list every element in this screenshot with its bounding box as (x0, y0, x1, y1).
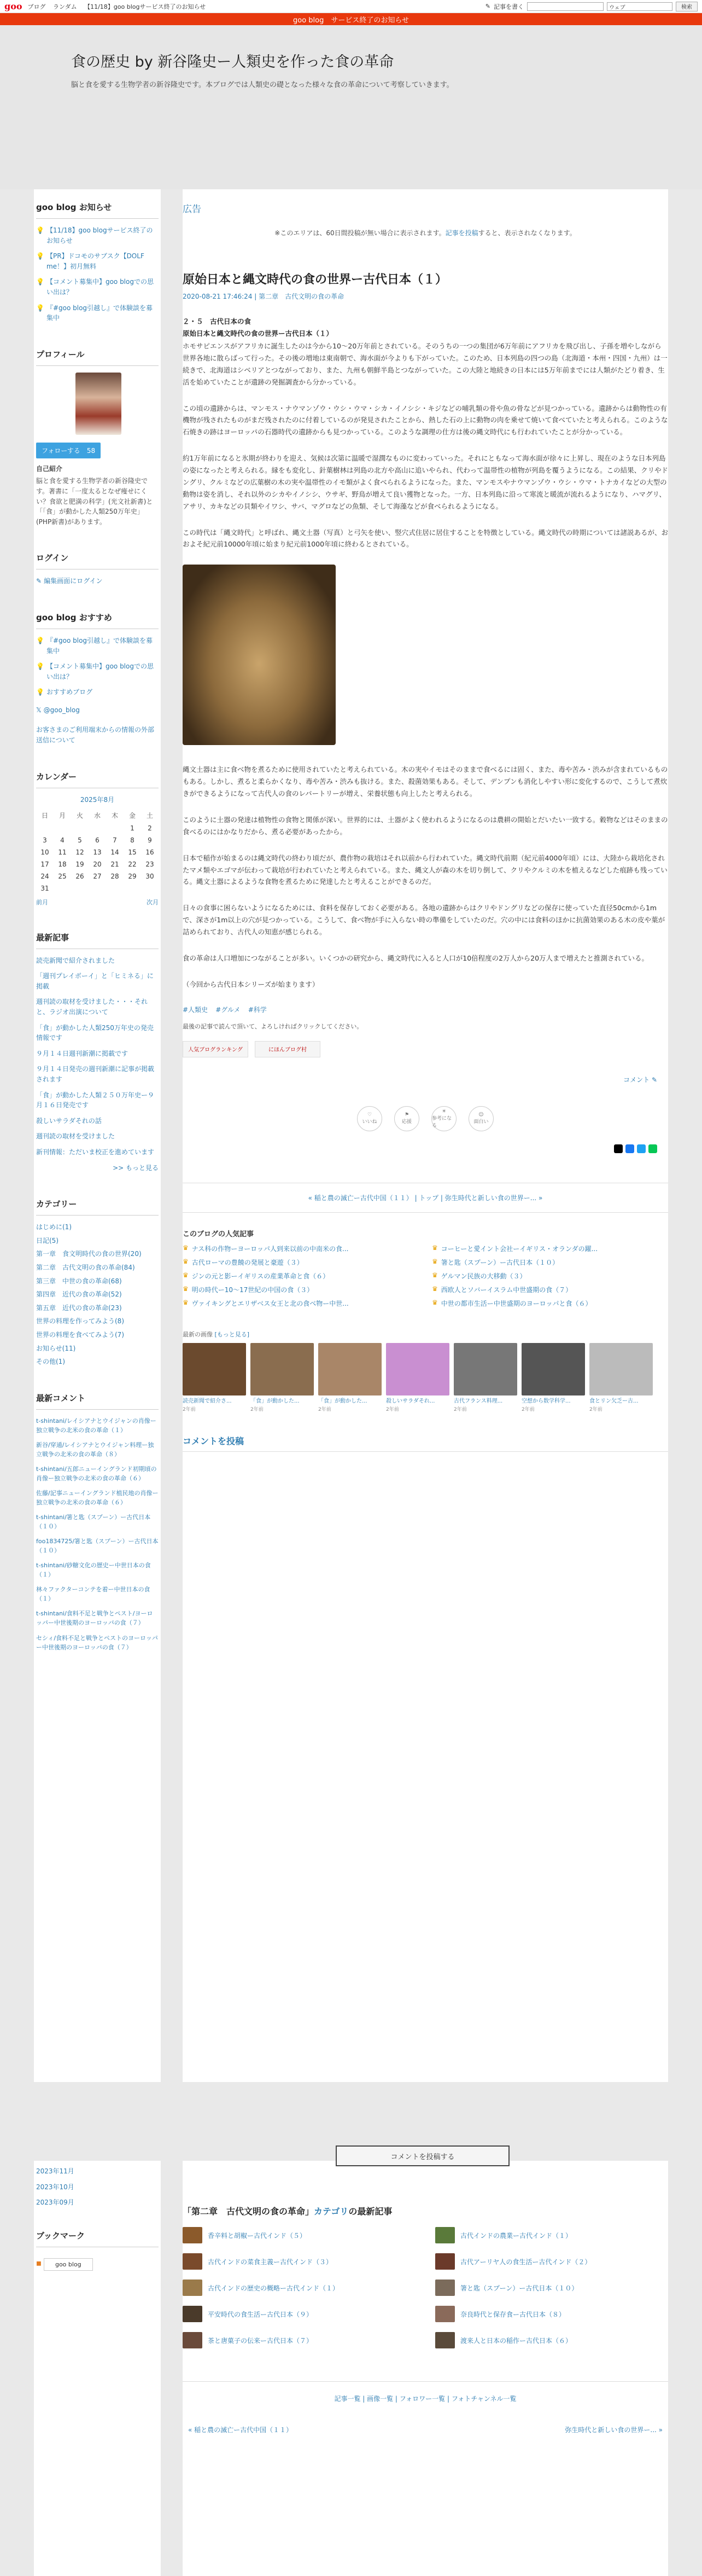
x-share-icon[interactable] (614, 1144, 623, 1153)
goo-blog-account[interactable]: 𝕏 @goo_blog (36, 705, 159, 716)
thumbnail-image[interactable] (318, 1343, 382, 1395)
calendar-next[interactable]: 次月 (147, 898, 159, 906)
thumbnail-item[interactable] (589, 1343, 653, 1412)
calendar-day[interactable]: 3 (43, 836, 47, 844)
profile-text: 脳と食を愛する生物学者の新谷隆史です。著書に「一度太るとなぜ痩せにくい？食欲と肥満の科学」(光文社新書)と「「食」が動かした人類250万年史」(PHP新書)があります。 (36, 477, 153, 526)
bulb-icon: 💡 (36, 304, 44, 312)
rss-icon: ◼ (36, 2259, 42, 2267)
popular-item-label[interactable]: 古代ローマの豊饒の発展と豪遊（３） (191, 1258, 303, 1266)
notice-item[interactable]: 💡 【11/18】goo blogサービス終了のお知らせ (36, 225, 159, 246)
heart-icon: ♡ (367, 1112, 372, 1118)
thumbnail-caption[interactable]: 古代フランス料理... (454, 1398, 503, 1404)
category-item[interactable]: その他(1) (36, 1358, 65, 1366)
category-latest-label[interactable]: 古代インドの菜食主義ー古代インド（３） (208, 2258, 333, 2266)
paragraph: （今回から古代日本シリーズが始まります） (183, 980, 319, 988)
popular-title: このブログの人気記事 (183, 1230, 254, 1238)
flag-icon: ⚑ (404, 1112, 410, 1118)
comment-item[interactable]: 新谷/穿通/レイシアナとウイジャン料理ー独立戦争の北米の食の革命（８） (36, 1441, 154, 1458)
recent-post-item[interactable]: 読売新聞で紹介されました (36, 956, 115, 964)
thumbnail-item[interactable] (522, 1343, 585, 1412)
login-title: ログイン (36, 552, 159, 569)
calendar-weekday: 木 (111, 811, 118, 819)
tag[interactable]: #グルメ (215, 1005, 241, 1014)
popular-item[interactable] (432, 1299, 668, 1308)
facebook-share-icon[interactable] (625, 1144, 634, 1153)
share-buttons (183, 1144, 657, 1153)
thumbnail-item[interactable] (183, 1343, 246, 1412)
calendar-weekday: 火 (76, 811, 83, 819)
recent-post-item[interactable]: 殺しいサラダそれの話 (36, 1117, 102, 1125)
calendar-box (36, 771, 159, 906)
calendar-day[interactable]: 15 (128, 848, 137, 856)
comment-item[interactable]: foo1834725/箸と匙（スプーン）ー古代日本（１０） (36, 1538, 159, 1555)
notices-title: goo blog お知らせ (36, 201, 159, 219)
thumbnail-date: 2年前 (386, 1406, 399, 1412)
react-cheer-button[interactable]: ⚑ 応援 (394, 1106, 419, 1131)
crown-icon: ♛ (183, 1257, 189, 1265)
calendar-day (54, 822, 71, 834)
calendar-day (106, 822, 124, 834)
category-item[interactable]: 日記(5) (36, 1236, 58, 1245)
inquiry-link[interactable]: お客さまのご利用端末からの情報の外部送信について (36, 726, 155, 745)
sidebar (34, 189, 161, 2082)
comments-title: 最新コメント (36, 1392, 159, 1410)
bulb-icon: 💡 (36, 252, 44, 260)
thumbnail-image[interactable] (454, 1343, 517, 1395)
category-latest-item[interactable] (183, 2332, 416, 2348)
category-item[interactable]: 世界の料理を食べてみよう(7) (36, 1330, 124, 1339)
avatar[interactable] (75, 373, 121, 435)
paragraph: ホモサピエンスがアフリカに誕生したのは今から10〜20万年前とされている。そのうちの一つの集団が6万年前にアフリカを飛び出し、子孫を増やしながら世界各地に散らばって行った。その後の増地は東南朝で、海水面が今よりも下がっていた。このため、日本列島の四つの島（北海道・本州・四国・九州）は一続きで、北海道はシベリアとつながっており、また、九州も朝鮮半島とつながっていた。この大陸と地続きの日本には5万年前までには人類がたどり着き、生活を始めていたことが遺跡の発掘調査から分かっている。 (183, 342, 668, 386)
write-post-link[interactable]: 記事を書く (494, 3, 524, 10)
thumbnail-image[interactable] (183, 1343, 246, 1395)
search-button[interactable]: 検索 (676, 2, 698, 11)
footer-pager (183, 2425, 668, 2434)
bulb-icon: 💡 (36, 278, 44, 286)
calendar-day (71, 822, 89, 834)
category-latest-label[interactable]: 古代インドの歴史の概略ー古代インド（１） (208, 2284, 340, 2292)
bookmark-item[interactable]: ◼ goo blog (36, 2258, 159, 2271)
search-input[interactable] (527, 2, 604, 11)
category-latest-thumb[interactable] (435, 2332, 455, 2348)
follow-button[interactable]: フォローする 58 (36, 443, 101, 458)
main-bottom (183, 2153, 668, 2576)
goo-logo[interactable]: goo (4, 1, 22, 11)
category-latest-item[interactable] (183, 2253, 416, 2270)
recent-post-item[interactable]: 新刊情報：ただいま校正を進めています (36, 1148, 155, 1156)
category-latest-item[interactable] (435, 2306, 668, 2322)
post-comment-button[interactable]: コメントを投稿する (336, 2145, 510, 2166)
calendar-day[interactable]: 22 (128, 860, 137, 868)
post-pager[interactable]: « 稲と農の滅亡ー古代中国（１１） | トップ | 弥生時代と新しい食の世界ー... » (183, 1183, 668, 1213)
comment-item[interactable]: セシィ/食料不足と戦争とペストのヨーロッパー中世後期のヨーロッパの食（７） (36, 1634, 158, 1651)
recent-post-item[interactable]: 「食」が動かした人類２５０万年史ー９月１６日発売です (36, 1091, 155, 1109)
calendar-weekday: 金 (128, 811, 136, 819)
category-item[interactable]: 第三章 中世の食の革命(68) (36, 1277, 122, 1285)
crown-icon: ♛ (432, 1257, 438, 1265)
comment-item[interactable]: t-shintani/レイシアナとウイジャンの肖像ー独立戦争の北米の食の革命（１） (36, 1417, 156, 1434)
thumbnail-caption[interactable]: 食とリン欠乏ー古... (589, 1398, 639, 1404)
tag[interactable]: #科学 (248, 1005, 267, 1014)
comments-box (36, 1392, 159, 1652)
post-body (183, 316, 668, 991)
thumbnail-image[interactable] (386, 1343, 449, 1395)
calendar-day[interactable]: 4 (60, 836, 65, 844)
pencil-icon: ✎ (36, 577, 42, 585)
popular-item-label[interactable]: ゲルマン民族の大移動（３） (441, 1272, 526, 1280)
category-latest-thumb[interactable] (183, 2280, 202, 2296)
calendar-day[interactable]: 10 (40, 848, 49, 856)
notice-bar-text[interactable]: goo blog サービス終了のお知らせ (293, 16, 409, 25)
category-item[interactable]: 第四章 近代の食の革命(52) (36, 1290, 122, 1299)
category-latest-label[interactable]: 香辛料と胡椒ー古代インド（５） (208, 2231, 307, 2240)
follow-count: 58 (86, 446, 96, 455)
rank-note: 最後の記事で読んで頂いて、よろしければクリックしてください。 (183, 1022, 363, 1030)
next-post-link[interactable]: 弥生時代と新しい食の世界ー... » (565, 2426, 663, 2434)
login-box (36, 552, 159, 586)
login-link[interactable]: ✎ 編集画面にログイン (36, 576, 159, 586)
crown-icon: ♛ (432, 1298, 438, 1306)
comment-item[interactable]: 佐藤/記事ニューイングランド植民地の肖像ー独立戦争の北米の食の革命（６） (36, 1489, 159, 1507)
paragraph: このように土器の発達は植物性の食物と関係が深い。世界的には、土器がよく使われるようになるのは農耕の開始とだいたい一致する。穀物などはそのままの食べるのにはかなりだから、煮る必要があったから。 (183, 815, 668, 836)
calendar-day[interactable]: 25 (58, 872, 67, 880)
category-item[interactable]: 第一章 食文明時代の食の世界(20) (36, 1250, 142, 1258)
recommend-item[interactable]: 💡 【コメント募集中】goo blogでの思い出は？ (36, 661, 159, 682)
calendar-weekday: 日 (41, 811, 48, 819)
profile-label: 自己紹介 (36, 464, 63, 473)
thumbnail-date: 2年前 (522, 1406, 535, 1412)
calendar-weekday: 土 (146, 811, 153, 819)
calendar-day[interactable]: 1 (130, 824, 134, 832)
post-meta: 2020-08-21 17:46:24 | 第二章 古代文明の食の革命 (183, 293, 344, 300)
thumbnail-image[interactable] (522, 1343, 585, 1395)
top-link-blog[interactable]: ブログ (27, 3, 46, 10)
calendar-day[interactable]: 6 (95, 836, 100, 844)
calendar-day[interactable]: 9 (148, 836, 152, 844)
category-latest-thumb[interactable] (435, 2306, 455, 2322)
thumbnail-caption[interactable]: 「食」が動かした... (318, 1398, 367, 1404)
thumbnail-caption[interactable]: 読売新聞で紹介さ... (183, 1398, 232, 1404)
calendar-day (54, 882, 71, 894)
blog-description: 脳と食を愛する生物学者の新谷隆史です。本ブログでは人類史の礎となった様々な食の革命について考察していきます。 (71, 81, 454, 89)
top-link-random[interactable]: ランダム (53, 3, 77, 10)
calendar-day[interactable]: 23 (145, 860, 154, 868)
calendar-day (89, 822, 106, 834)
calendar-day (124, 882, 141, 894)
notice-item[interactable]: 💡 【コメント募集中】goo blogでの思い出は？ (36, 277, 159, 297)
popular-item-label[interactable]: コーヒーと愛イント会社ーイギリス・オランダの躍... (441, 1245, 598, 1253)
main-content (183, 189, 668, 2082)
category-latest-thumb[interactable] (183, 2306, 202, 2322)
category-item[interactable]: 世界の料理を作ってみよう(8) (36, 1317, 124, 1325)
thumbnail-date: 2年前 (589, 1406, 602, 1412)
top-link-notice[interactable]: 【11/18】goo blogサービス終了のお知らせ (84, 3, 206, 10)
recent-post-item[interactable]: 「食」が動かした人類250万年史の発売情報です (36, 1024, 154, 1042)
comment-item[interactable]: t-shintani/食料不足と戦争とペスト/ヨーロッパー中世後期のヨーロッパの食（７） (36, 1610, 153, 1627)
paragraph: この頃の遺跡からは、マンモス・ナウマンゾウ・ウシ・ウマ・シカ・イノシシ・キジなどの哺乳類の骨や魚の骨などが見つかっている。遺跡からは動物性の有機物が残されたものがまだ残されたのに付着しているのが発見されたことから、熱した石の上に動物の肉を乗せて焼いて食べていたと考えられる。このような石焼きの跡はヨーロッパの石器時代の遺跡からも見つかっている。このような調理の仕方は後の縄文時代にも行われていたことが分かっている。 (183, 404, 668, 437)
calendar-day[interactable]: 28 (110, 872, 119, 880)
popular-item[interactable] (183, 1244, 419, 1253)
category-latest-title: 「第二章 古代文明の食の革命」カテゴリの最新記事 (183, 2206, 393, 2217)
paragraph: 食の革命は人口増加につながることが多い。いくつかの研究から、縄文時代に入ると人口が10倍程度の2万人から20万人まで増えたと推測されている。 (183, 953, 649, 962)
calendar-table (36, 809, 159, 894)
thumbnail-item[interactable] (454, 1343, 517, 1412)
popular-item[interactable] (432, 1244, 668, 1253)
recent-post-item[interactable]: ９月１４日発売の週刊新潮に記事が掲載されます (36, 1065, 155, 1083)
calendar-day (71, 882, 89, 894)
bulb-icon: 💡 (36, 226, 44, 234)
popular-item-label[interactable]: 中世の都市生活ー中世盛期のヨーロッパと食（６） (441, 1299, 592, 1307)
service-end-notice-bar[interactable] (0, 13, 702, 25)
notice-item[interactable]: 💡 【PR】ドコモのサブスク【DOLF me！】初月無料 (36, 251, 159, 271)
comment-item[interactable]: 林々ファクターコンテを着ー中世日本の食（１） (36, 1586, 150, 1603)
calendar-day[interactable]: 31 (40, 884, 49, 892)
recommend-item[interactable]: 💡 『#goo blog引越し』で体験談を募集中 (36, 636, 159, 656)
thumbnail-image[interactable] (589, 1343, 653, 1395)
comment-link[interactable]: コメント ✎ (623, 1075, 657, 1084)
popular-item[interactable] (183, 1271, 419, 1281)
footer-links[interactable]: 記事一覧 | 画像一覧 | フォロワー一覧 | フォトチャンネル一覧 (183, 2381, 668, 2403)
calendar-day[interactable]: 14 (110, 848, 119, 856)
calendar-day[interactable]: 16 (145, 848, 154, 856)
top-links (28, 2, 212, 11)
thumbnail-date: 2年前 (318, 1406, 331, 1412)
category-latest-item[interactable] (435, 2280, 668, 2296)
thumbnail-caption[interactable]: 殺しいサラダそれ... (386, 1398, 435, 1404)
comment-item[interactable]: t-shintani/箸と匙（スプーン）ー古代日本（１０） (36, 1514, 151, 1531)
recent-box (36, 932, 159, 1173)
calendar-day[interactable]: 21 (110, 860, 119, 868)
thumbnail-caption[interactable]: 空想から数学科学... (522, 1398, 571, 1404)
comment-post-heading: コメントを投稿 (183, 1434, 668, 1452)
hatena-share-icon[interactable] (637, 1144, 646, 1153)
category-latest-label[interactable]: 古代アーリヤ人の食生活ー古代インド（２） (460, 2258, 592, 2266)
archive-item[interactable]: 2023年09月 (36, 2199, 74, 2207)
prev-post-link[interactable]: « 稲と農の滅亡ー古代中国（１１） (188, 2426, 293, 2434)
react-useful-button[interactable]: ☀ 参考になる (431, 1106, 457, 1131)
category-latest-item[interactable] (183, 2306, 416, 2322)
new-images-label: 最新の画像 [もっと見る] (183, 1330, 250, 1338)
crown-icon: ♛ (183, 1243, 189, 1252)
thumbnail-image[interactable] (250, 1343, 314, 1395)
thumbnail-caption[interactable]: 「食」が動かした... (250, 1398, 300, 1404)
category-item[interactable]: 第五章 近代の食の革命(23) (36, 1304, 122, 1312)
category-latest-item[interactable] (435, 2227, 668, 2243)
calendar-day[interactable]: 8 (130, 836, 134, 844)
category-latest-thumb[interactable] (435, 2253, 455, 2270)
comment-item[interactable]: t-shintani/五郎ニューイングランド初期頃の肖像ー独立戦争の北米の食の革命（６） (36, 1465, 157, 1482)
popular-item-label[interactable]: ジンの元と影ーイギリスの産業革命と食（６） (191, 1272, 330, 1280)
calendar-title: カレンダー (36, 771, 159, 788)
bulb-icon: 💡 (36, 662, 44, 671)
recommend-box (36, 612, 159, 746)
jomon-pottery-image[interactable] (183, 565, 336, 745)
calendar-day[interactable]: 13 (93, 848, 102, 856)
category-latest-thumb[interactable] (435, 2227, 455, 2243)
calendar-day[interactable]: 7 (113, 836, 117, 844)
calendar-day[interactable]: 18 (58, 860, 67, 868)
image-thumbnails (183, 1343, 668, 1412)
recent-title: 最新記事 (36, 932, 159, 949)
profile-title: プロフィール (36, 348, 159, 366)
calendar-day[interactable]: 19 (75, 860, 84, 868)
category-latest-thumb[interactable] (183, 2253, 202, 2270)
smile-icon: ☺ (478, 1112, 484, 1118)
category-latest-thumb[interactable] (435, 2280, 455, 2296)
category-latest-item[interactable] (183, 2280, 416, 2296)
paragraph: 日本で稲作が始まるのは縄文時代の終わり頃だが、農作物の栽培はそれ以前から行われていた。縄文時代前期（紀元前4000年頃）には、大陸から栽培化されたマメ類やエゴマが伝わって栽培が行われていたと考えられている。また、縄文人が森の木を切り倒して、クリやクルミの木を植えるなどした痕跡も残っている。縄文土器によるような食物を煮るために発達したと考えることができるのだ。 (183, 853, 668, 886)
ranking-banner-2[interactable]: にほんブログ村 (255, 1041, 320, 1057)
category-box (36, 1198, 159, 1367)
calendar-day[interactable]: 24 (40, 872, 49, 880)
thumbnail-item[interactable] (318, 1343, 382, 1412)
recommend-item[interactable]: 💡 おすすめブログ (36, 687, 159, 697)
top-search (485, 2, 698, 11)
popular-item-label[interactable]: 明の時代ー10〜17世紀の中国の食（３） (191, 1286, 314, 1294)
calendar-day[interactable]: 27 (93, 872, 102, 880)
react-funny-button[interactable]: ☺ 面白い (469, 1106, 494, 1131)
category-latest-label[interactable]: 箸と匙（スプーン）ー古代日本（１０） (460, 2284, 578, 2292)
category-latest-item[interactable] (435, 2253, 668, 2270)
popular-item[interactable] (183, 1285, 419, 1294)
category-latest-label[interactable]: 茶と唐菓子の伝来ー古代日本（７） (208, 2336, 313, 2345)
x-icon: 𝕏 (36, 706, 42, 714)
popular-item-label[interactable]: ナス科の作物ーヨーロッパ人到来以前の中南米の食... (191, 1245, 349, 1253)
ranking-banner-1[interactable]: 人気ブログランキング (183, 1041, 248, 1057)
blog-header (0, 25, 702, 189)
crown-icon: ♛ (183, 1271, 189, 1279)
thumbnail-item[interactable] (250, 1343, 314, 1412)
paragraph: 約1万年前になると氷期が終わりを迎え、気候は次第に温暖で湿潤なものに変わっていった。それにともなって海水面が徐々に上昇し、現在のような日本列島の姿になったと考えられる。縁をも変化し、針葉樹林は列島の北方や高山に追いやられ、代わって温帯性の植物が列島を覆うようになる。この結果、クリやドングリ、クルミなどの広葉樹の木の実や温帯性のイモ類がよく食べられるようになった。また、マンモスやナウマンゾウ・ウシ・ウマ・トナカイなどの大型の動物は姿を消し、それ以外のシカやイノシシ、ウサギ、野鳥が増えて良い獲物となった。一方、日本列島に沿って寒流と暖流が流れるようになり、ハマグリ、アサリ、カキなどの貝類やイワシ、サバ、マグロなどの魚類、そして海藻などが食べられるようになる。 (183, 454, 668, 510)
notice-item[interactable]: 💡 『#goo blog引越し』で体験談を募集中 (36, 303, 159, 323)
calendar-day (36, 822, 54, 834)
recommend-title: goo blog おすすめ (36, 612, 159, 629)
calendar-day[interactable]: 26 (75, 872, 84, 880)
paragraph: この時代は「縄文時代」と呼ばれ、縄文土器（写真）と弓矢を使い、竪穴式住居に居住することを特徴としている。縄文時代の時期については諸説あるが、おおよそ紀元前10000年頃に始まり紀元前1000年頃に終わるとされている。 (183, 528, 669, 549)
ad-note: ※このエリアは、60日間投稿が無い場合に表示されます。記事を投稿すると、表示されなくなります。 (274, 229, 576, 237)
calendar-prev[interactable]: 前月 (36, 898, 48, 906)
tag[interactable]: #人類史 (183, 1005, 208, 1014)
post-article-link[interactable]: 記事を投稿 (445, 229, 478, 237)
thumbnail-date: 2年前 (183, 1406, 196, 1412)
category-latest-thumb[interactable] (183, 2227, 202, 2243)
recent-post-item[interactable]: 週刊読の取材を受けました (36, 1132, 115, 1141)
calendar-day[interactable]: 2 (148, 824, 152, 832)
popular-item[interactable] (183, 1299, 419, 1308)
category-latest-item[interactable] (183, 2227, 416, 2243)
popular-item[interactable] (432, 1258, 668, 1267)
calendar-day[interactable]: 30 (145, 872, 154, 880)
more-link[interactable]: >> もっと見る (113, 1164, 159, 1172)
pencil-icon: ✎ (485, 3, 490, 10)
thumbnail-item[interactable] (386, 1343, 449, 1412)
top-bar (0, 0, 702, 13)
popular-item-label[interactable]: 箸と匙（スプーン）ー古代日本（１０） (441, 1258, 559, 1266)
notices-box (36, 201, 159, 323)
crown-icon: ♛ (432, 1243, 438, 1252)
calendar-weekday: 水 (93, 811, 101, 819)
category-latest-label[interactable]: 渡来人と日本の稲作ー古代日本（６） (460, 2336, 572, 2345)
category-title: カテゴリー (36, 1198, 159, 1216)
bulb-icon: 💡 (36, 636, 44, 644)
calendar-day[interactable]: 11 (58, 848, 67, 856)
comment-item[interactable]: t-shintani/砂糖文化の歴史ー中世日本の食（１） (36, 1562, 151, 1579)
calendar-day (106, 882, 124, 894)
search-scope-select[interactable]: ウェブ (607, 2, 672, 11)
paragraph: 日々の食事に困らないようになるためには、食料を保存しておく必要がある。各地の遺跡からはクリやドングリなどの保存に使っていた直径50cmから1mで、深さが1m以上の穴が見つかっている。こうして、食べ物が手に入らない時の準備をしていたのだ。穴の中には食料のほかに抗菌効果のある木の皮や葉が詰められており、古代人の知恵が感じられる。 (183, 904, 665, 936)
calendar-month: 2025年8月 (80, 795, 115, 804)
crown-icon: ♛ (432, 1284, 438, 1293)
calendar-weekday: 月 (58, 811, 66, 819)
thumbnail-date: 2年前 (454, 1406, 467, 1412)
bookmark-title: ブックマーク (36, 2230, 159, 2247)
category-latest-item[interactable] (435, 2332, 668, 2348)
section-subheading: 原始日本と縄文時代の食の世界ー古代日本（１） (183, 329, 334, 338)
popular-item[interactable] (183, 1258, 419, 1267)
category-latest-label[interactable]: 古代インドの農業ー古代インド（１） (460, 2231, 572, 2240)
category-latest-label[interactable]: 奈良時代と保存食ー古代日本（８） (460, 2310, 566, 2318)
post-date: 2020-08-21 17:46:24 (183, 293, 253, 300)
calendar-day (141, 882, 159, 894)
category-latest-thumb[interactable] (183, 2332, 202, 2348)
archive-item[interactable]: 2023年11月 (36, 2167, 74, 2175)
recent-post-item[interactable]: 「週刊プレイボーイ」と「ヒミネる」に掲載 (36, 972, 154, 990)
line-share-icon[interactable] (648, 1144, 657, 1153)
category-item[interactable]: お知らせ(11) (36, 1344, 76, 1352)
post-category-link[interactable]: 第二章 古代文明の食の革命 (259, 293, 344, 300)
crown-icon: ♛ (183, 1284, 189, 1293)
ranking-buttons (183, 1041, 668, 1057)
more-images-link[interactable]: [もっと見る] (214, 1330, 250, 1338)
tag-list (183, 1005, 668, 1014)
blog-title[interactable]: 食の歴史 by 新谷隆史ー人類史を作った食の革命 (71, 54, 394, 71)
category-item[interactable]: はじめに(1) (36, 1223, 72, 1231)
recent-post-item[interactable]: 週刊読の取材を受けました・・・それと、ラジオ出演について (36, 998, 148, 1016)
calendar-day[interactable]: 17 (40, 860, 49, 868)
popular-item-label[interactable]: 西欧人とソバーイスラム中世盛期の食（７） (441, 1286, 572, 1294)
calendar-day[interactable]: 12 (75, 848, 84, 856)
post-title[interactable]: 原始日本と縄文時代の食の世界ー古代日本（１） (183, 273, 448, 287)
popular-item[interactable] (432, 1271, 668, 1281)
section-heading: ２・５ 古代日本の食 (183, 317, 251, 325)
paragraph: 縄文土器は主に食べ物を煮るために使用されていたと考えられている。木の実やイモはそのままで食べるには固く、また、毒や苦み・渋みが含まれているものもある。しかし、煮ると柔らかくなり、毒や苦み・渋みも抜ける。また、殺菌効果もある。そして、デンプンも消化しやすい形に変化するので、こうして煮炊きができるようになって古代人の食のレパートリーが増え、栄養状態も向上したと考えられる。 (183, 765, 668, 798)
bulb-icon: ☀ (441, 1108, 447, 1114)
calendar-day[interactable]: 29 (128, 872, 137, 880)
popular-item[interactable] (432, 1285, 668, 1294)
sidebar-bottom (34, 2161, 161, 2576)
recent-post-item[interactable]: ９月１４日週刊新潮に掲載です (36, 1049, 128, 1057)
popular-item-label[interactable]: ヴァイキングとエリザベス女王と北の食べ物ー中世... (191, 1299, 349, 1307)
category-latest-label[interactable]: 平安時代の食生活ー古代日本（９） (208, 2310, 313, 2318)
category-item[interactable]: 第二章 古代文明の食の革命(84) (36, 1263, 135, 1271)
crown-icon: ♛ (183, 1298, 189, 1306)
reaction-buttons (183, 1106, 668, 1131)
calendar-day[interactable]: 5 (78, 836, 82, 844)
crown-icon: ♛ (432, 1271, 438, 1279)
archive-item[interactable]: 2023年10月 (36, 2183, 74, 2191)
thumbnail-date: 2年前 (250, 1406, 264, 1412)
popular-list (183, 1244, 668, 1308)
react-like-button[interactable]: ♡ いいね (357, 1106, 382, 1131)
category-latest-list (183, 2227, 668, 2348)
calendar-day (89, 882, 106, 894)
calendar-day[interactable]: 20 (93, 860, 102, 868)
bulb-icon: 💡 (36, 688, 44, 696)
profile-box (36, 348, 159, 527)
ad-title: 広告 (183, 204, 201, 215)
